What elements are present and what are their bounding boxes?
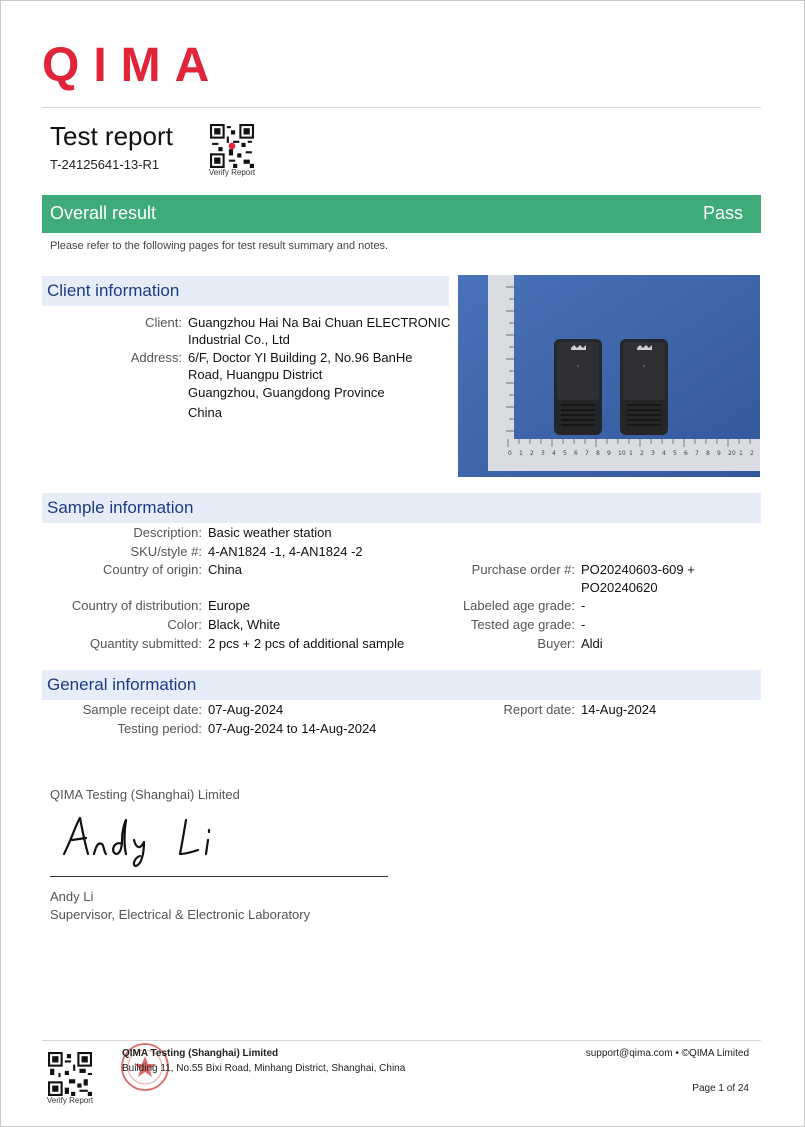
footer-company: QIMA Testing (Shanghai) Limited: [122, 1048, 279, 1059]
client-name-line1: Guangzhou Hai Na Bai Chuan ELECTRONIC: [188, 315, 451, 330]
client-name-line2: Industrial Co., Ltd: [188, 332, 290, 347]
scale-tick-22: 2: [750, 450, 754, 457]
header-divider: [42, 107, 761, 108]
sku-label: SKU/style #:: [130, 544, 202, 559]
buyer-label: Buyer:: [537, 636, 575, 651]
verify-qr-footer[interactable]: [42, 1052, 98, 1105]
scale-tick-21: 1: [739, 450, 743, 457]
report-number: T-24125641-13-R1: [50, 157, 160, 172]
general-info-heading: General information: [42, 670, 761, 700]
scale-tick-10: 10: [618, 450, 626, 457]
signature-image: [60, 810, 260, 870]
verify-label: Verify Report: [208, 168, 256, 177]
scale-tick-0: 0: [508, 450, 512, 457]
signatory-name: Andy Li: [50, 889, 94, 904]
testing-period-value: 07-Aug-2024 to 14-Aug-2024: [208, 721, 377, 736]
distribution-value: Europe: [208, 598, 250, 613]
report-date-value: 14-Aug-2024: [581, 702, 657, 717]
scale-tick-8: 8: [596, 450, 600, 457]
product-photo: [458, 275, 760, 477]
footer-divider: [42, 1040, 761, 1041]
description-value: Basic weather station: [208, 525, 332, 540]
po-value-line1: PO20240603-609 +: [581, 562, 695, 577]
scale-tick-18: 8: [706, 450, 710, 457]
po-value-line2: PO20240620: [581, 580, 658, 595]
verify-label: Verify Report: [46, 1096, 94, 1105]
quantity-label: Quantity submitted:: [90, 636, 202, 651]
scale-tick-19: 9: [717, 450, 721, 457]
receipt-date-value: 07-Aug-2024: [208, 702, 284, 717]
signatory-company: QIMA Testing (Shanghai) Limited: [50, 787, 240, 802]
description-label: Description:: [133, 525, 202, 540]
origin-label: Country of origin:: [103, 562, 202, 577]
scale-tick-12: 2: [640, 450, 644, 457]
scale-tick-17: 7: [695, 450, 699, 457]
report-title: Test report: [50, 121, 173, 151]
qr-code-icon: [48, 1052, 92, 1096]
po-label: Purchase order #:: [471, 562, 575, 577]
labeled-age-label: Labeled age grade:: [462, 598, 575, 613]
scale-tick-9: 9: [607, 450, 611, 457]
client-info-heading: Client information: [42, 276, 449, 306]
address-label: Address:: [130, 350, 182, 365]
color-value: Black, White: [208, 617, 281, 632]
overall-result-bar: [42, 195, 761, 233]
product-photo-image: [458, 275, 760, 477]
overall-result-value: Pass: [702, 203, 743, 223]
address-line1: 6/F, Doctor YI Building 2, No.96 BanHe: [188, 350, 413, 365]
scale-tick-15: 5: [673, 450, 677, 457]
scale-tick-11: 1: [629, 450, 633, 457]
distribution-label: Country of distribution:: [71, 598, 202, 613]
labeled-age-value: -: [581, 598, 586, 613]
signatory-title: Supervisor, Electrical & Electronic Laboratory: [50, 907, 311, 922]
footer-address: Building 11, No.55 Bixi Road, Minhang District, Shanghai, China: [122, 1063, 406, 1074]
sku-value: 4-AN1824 -1, 4-AN1824 -2: [208, 544, 363, 559]
buyer-value: Aldi: [581, 636, 603, 651]
address-line2: Road, Huangpu District: [188, 367, 323, 382]
signature-line: [50, 876, 388, 877]
tested-age-value: -: [581, 617, 586, 632]
scale-tick-16: 6: [684, 450, 688, 457]
overall-result-label: Overall result: [50, 203, 157, 223]
handwritten-signature: [60, 810, 260, 875]
tested-age-label: Tested age grade:: [470, 617, 575, 632]
scale-tick-4: 4: [552, 450, 556, 457]
page-number: Page 1 of 24: [692, 1083, 749, 1094]
receipt-date-label: Sample receipt date:: [82, 702, 202, 717]
color-label: Color:: [167, 617, 202, 632]
result-note: Please refer to the following pages for test result summary and notes.: [50, 240, 389, 252]
qr-code-icon: [210, 124, 254, 168]
client-label: Client:: [145, 315, 182, 330]
scale-tick-7: 7: [585, 450, 589, 457]
footer-contact: support@qima.com • ©QIMA Limited: [585, 1048, 749, 1059]
scale-tick-3: 3: [541, 450, 545, 457]
report-date-label: Report date:: [503, 702, 575, 717]
verify-qr-header[interactable]: [207, 124, 257, 177]
address-line4: China: [188, 405, 222, 420]
scale-tick-1: 1: [519, 450, 523, 457]
quantity-value: 2 pcs + 2 pcs of additional sample: [208, 636, 405, 651]
address-line3: Guangzhou, Guangdong Province: [188, 385, 385, 400]
testing-period-label: Testing period:: [117, 721, 202, 736]
scale-tick-5: 5: [563, 450, 567, 457]
origin-value: China: [208, 562, 242, 577]
scale-tick-20: 20: [728, 450, 736, 457]
scale-tick-13: 3: [651, 450, 655, 457]
scale-tick-6: 6: [574, 450, 578, 457]
scale-tick-14: 4: [662, 450, 666, 457]
qima-logo: QIMA: [42, 39, 224, 92]
scale-tick-2: 2: [530, 450, 534, 457]
sample-info-heading: Sample information: [42, 493, 761, 523]
